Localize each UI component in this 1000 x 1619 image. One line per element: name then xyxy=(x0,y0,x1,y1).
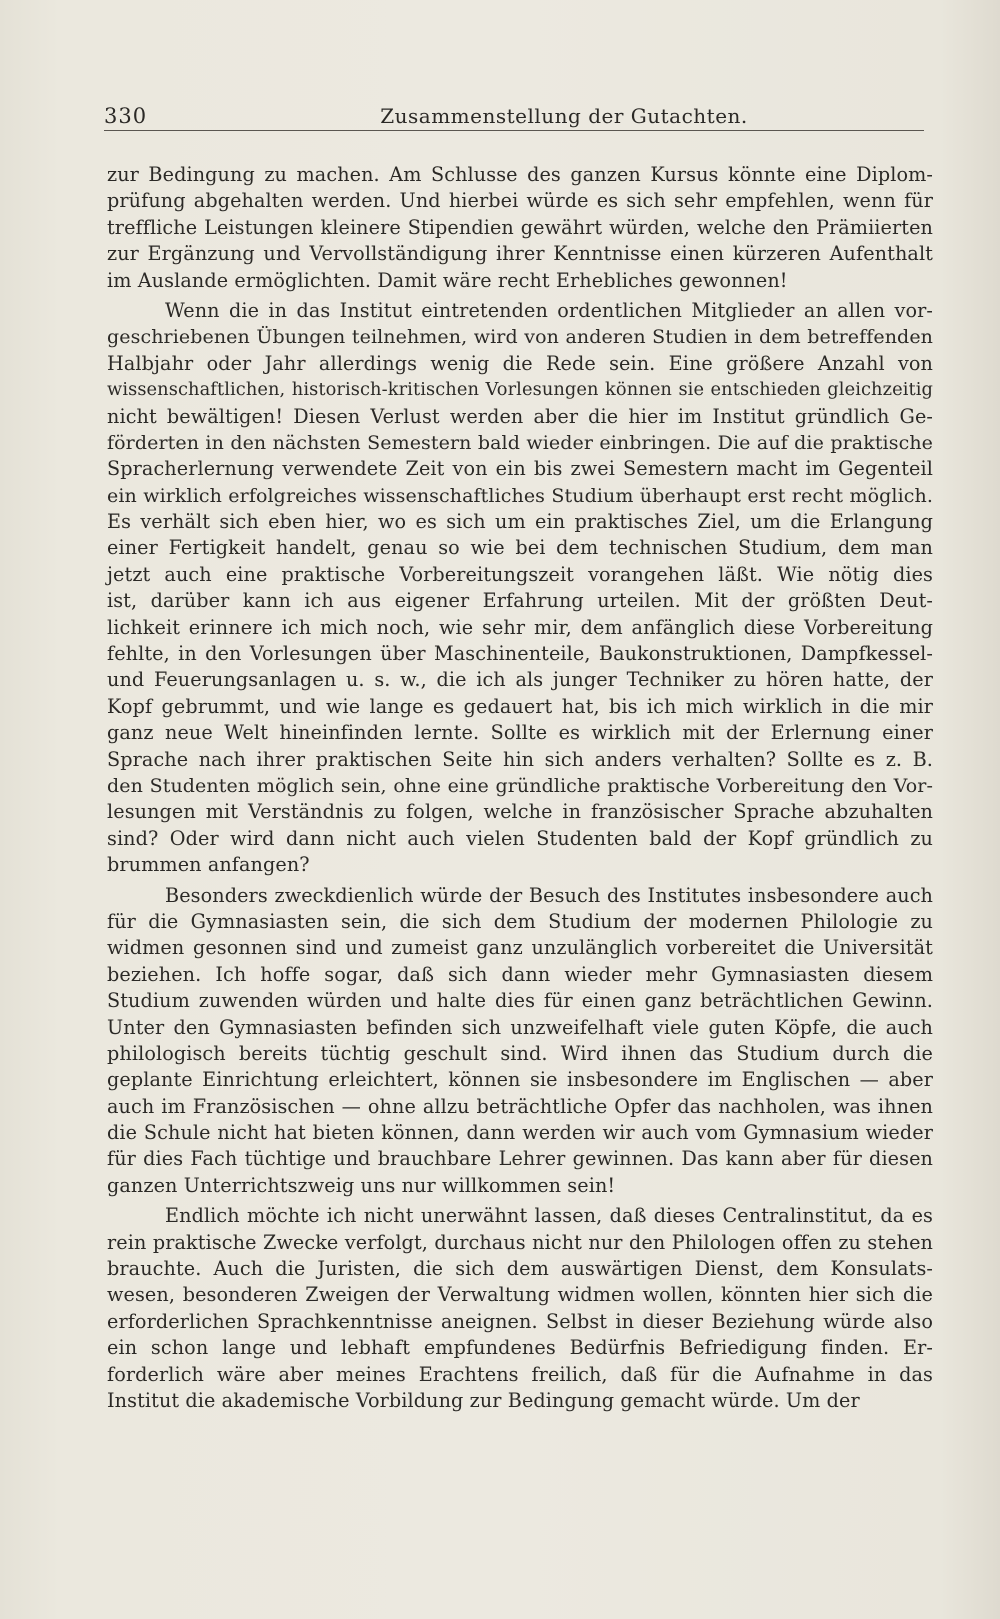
text-line: lichkeit erinnere ich mich noch, wie sehr mir, dem anfänglich diese Vorbereitung xyxy=(107,615,933,639)
text-line: lesungen mit Verständnis zu folgen, welche in französischer Sprache abzuhalten xyxy=(107,800,933,824)
text-line: beziehen. Ich hoffe sogar, daß sich dann wieder mehr Gymnasiasten diesem xyxy=(107,962,933,986)
text-line: erforderlichen Sprachkenntnisse aneignen. Selbst in dieser Beziehung würde also xyxy=(107,1309,933,1333)
paragraph xyxy=(107,162,933,294)
text-line: ist, darüber kann ich aus eigener Erfahrung urteilen. Mit der größten Deut- xyxy=(107,589,933,613)
body-text xyxy=(107,162,933,1418)
text-line: die Schule nicht hat bieten können, dann werden wir auch vom Gymnasium wieder xyxy=(107,1121,933,1145)
text-line: philologisch bereits tüchtig geschult sind. Wird ihnen das Studium durch die xyxy=(107,1041,933,1065)
text-line: brauchte. Auch die Juristen, die sich dem auswärtigen Dienst, dem Konsulats- xyxy=(107,1257,933,1281)
text-line: ein wirklich erfolgreiches wissenschaftliches Studium überhaupt erst recht möglich. xyxy=(107,484,933,507)
text-line: wesen, besonderen Zweigen der Verwaltung widmen wollen, könnten hier sich die xyxy=(107,1283,933,1307)
text-line: nicht bewältigen! Diesen Verlust werden aber die hier im Institut gründlich Ge- xyxy=(107,404,933,428)
text-line: Halbjahr oder Jahr allerdings wenig die Rede sein. Eine größere Anzahl von xyxy=(107,351,933,375)
text-line: Institut die akademische Vorbildung zur Bedingung gemacht würde. Um der xyxy=(107,1388,860,1412)
paragraph xyxy=(107,1203,933,1414)
text-line: fehlte, in den Vorlesungen über Maschinenteile, Baukonstruktionen, Dampfkessel- xyxy=(107,642,933,666)
running-header xyxy=(104,102,924,131)
text-line: sind? Oder wird dann nicht auch vielen Studenten bald der Kopf gründlich zu xyxy=(107,826,933,850)
text-line: jetzt auch eine praktische Vorbereitungszeit vorangehen läßt. Wie nötig dies xyxy=(107,562,933,586)
text-line: Spracherlernung verwendete Zeit von ein bis zwei Semestern macht im Gegenteil xyxy=(107,457,933,481)
running-title: Zusammenstellung der Gutachten. xyxy=(380,104,748,128)
text-line: wissenschaftlichen, historisch-kritischen Vorlesungen können sie entschieden gleichzeitig xyxy=(107,379,933,401)
text-line: rein praktische Zwecke verfolgt, durchaus nicht nur den Philologen offen zu stehen xyxy=(107,1230,933,1254)
text-line: widmen gesonnen sind und zumeist ganz unzulänglich vorbereitet die Universität xyxy=(107,936,933,960)
text-line: im Auslande ermöglichten. Damit wäre recht Erhebliches gewonnen! xyxy=(107,268,788,292)
text-line: Besonders zweckdienlich würde der Besuch des Institutes insbesondere auch xyxy=(165,883,933,907)
text-line: Studium zuwenden würden und halte dies für einen ganz beträchtlichen Gewinn. xyxy=(107,989,933,1013)
text-line: forderlich wäre aber meines Erachtens freilich, daß für die Aufnahme in das xyxy=(107,1362,933,1386)
text-line: Sprache nach ihrer praktischen Seite hin sich anders verhalten? Sollte es z. B. xyxy=(107,747,933,771)
text-line: ganz neue Welt hineinfinden lernte. Sollte es wirklich mit der Erlernung einer xyxy=(107,721,933,745)
text-line: Wenn die in das Institut eintretenden ordentlichen Mitglieder an allen vor- xyxy=(165,298,933,322)
text-line: ganzen Unterrichtszweig uns nur willkommen sein! xyxy=(107,1173,616,1197)
page-number: 330 xyxy=(104,104,148,128)
text-line: brummen anfangen? xyxy=(107,853,310,877)
text-line: auch im Französischen — ohne allzu beträchtliche Opfer das nachholen, was ihnen xyxy=(107,1094,933,1118)
text-line: Unter den Gymnasiasten befinden sich unzweifelhaft viele guten Köpfe, die auch xyxy=(107,1015,933,1039)
text-line: und Feuerungsanlagen u. s. w., die ich als junger Techniker zu hören hatte, der xyxy=(107,668,933,692)
text-line: prüfung abgehalten werden. Und hierbei würde es sich sehr empfehlen, wenn für xyxy=(107,189,933,213)
text-line: Es verhält sich eben hier, wo es sich um ein praktisches Ziel, um die Erlangung xyxy=(107,510,933,534)
text-line: geschriebenen Übungen teilnehmen, wird von anderen Studien in dem betreffenden xyxy=(107,326,933,349)
text-line: den Studenten möglich sein, ohne eine gründliche praktische Vorbereitung den Vor- xyxy=(107,774,933,797)
text-line: treffliche Leistungen kleinere Stipendien gewährt würden, welche den Prämiierten xyxy=(107,215,933,239)
paragraph xyxy=(107,883,933,1200)
text-line: Kopf gebrummt, und wie lange es gedauert hat, bis ich mich wirklich in die mir xyxy=(107,694,933,718)
text-line: zur Ergänzung und Vervollständigung ihrer Kenntnisse einen kürzeren Aufenthalt xyxy=(107,242,933,266)
text-line: Endlich möchte ich nicht unerwähnt lassen, daß dieses Centralinstitut, da es xyxy=(165,1204,933,1228)
text-line: einer Fertigkeit handelt, genau so wie bei dem technischen Studium, dem man xyxy=(107,536,933,560)
paragraph xyxy=(107,298,933,879)
text-line: geplante Einrichtung erleichtert, können sie insbesondere im Englischen — aber xyxy=(107,1068,933,1092)
text-line: ein schon lange und lebhaft empfundenes Bedürfnis Befriedigung finden. Er- xyxy=(107,1336,933,1360)
text-line: für die Gymnasiasten sein, die sich dem Studium der modernen Philologie zu xyxy=(107,909,933,933)
text-line: für dies Fach tüchtige und brauchbare Lehrer gewinnen. Das kann aber für diesen xyxy=(107,1147,933,1171)
text-line: förderten in den nächsten Semestern bald wieder einbringen. Die auf die praktische xyxy=(107,431,933,454)
text-line: zur Bedingung zu machen. Am Schlusse des ganzen Kursus könnte eine Diplom- xyxy=(107,163,933,186)
